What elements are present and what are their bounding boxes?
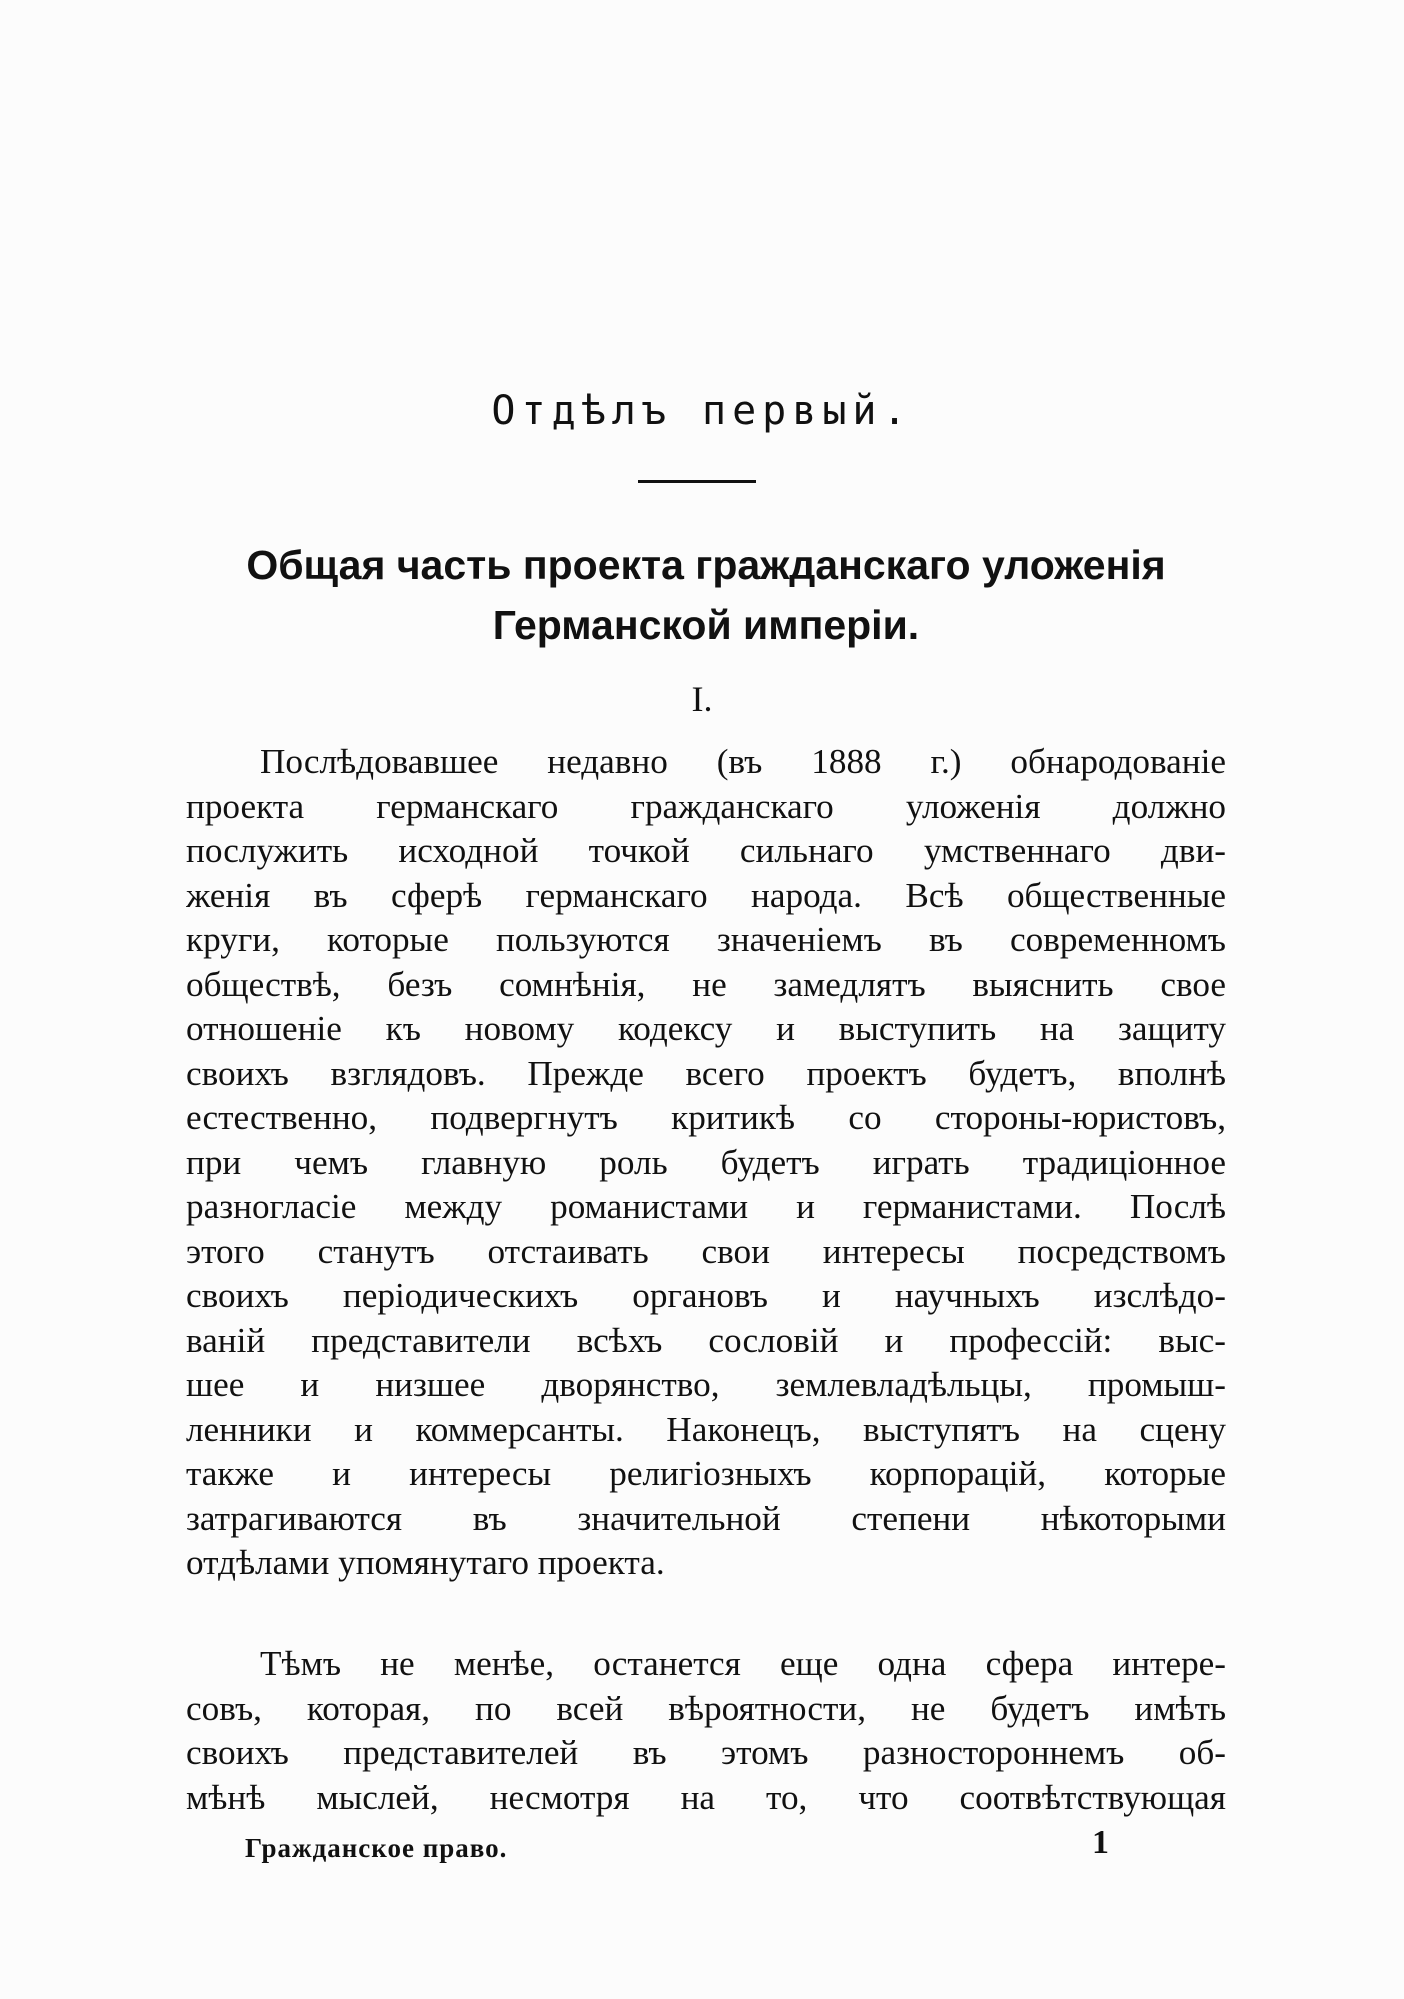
text-line: своихъ представителей въ этомъ разностороннемъ об-	[186, 1733, 1226, 1772]
text-line: при чемъ главную роль будетъ играть традиціонное	[186, 1142, 1226, 1182]
footer-signature: Гражданское право.	[245, 1833, 508, 1863]
text-line: своихъ взглядовъ. Прежде всего проектъ будетъ, вполнѣ	[186, 1053, 1226, 1093]
title-rule	[638, 480, 756, 483]
text-line: ваній представители всѣхъ сословій и профессій: выс-	[186, 1320, 1226, 1360]
section-numeral: I.	[691, 679, 713, 719]
text-line: отношеніе къ новому кодексу и выступить на защиту	[186, 1009, 1226, 1048]
text-line: затрагиваются въ значительной степени нѣкоторыми	[186, 1498, 1226, 1538]
text-line: ленники и коммерсанты. Наконецъ, выступятъ на сцену	[186, 1409, 1226, 1449]
text-line: обществѣ, безъ сомнѣнія, не замедлятъ выяснить свое	[186, 964, 1226, 1004]
text-line: этого станутъ отстаивать свои интересы посредствомъ	[186, 1231, 1226, 1271]
text-line: проекта германскаго гражданскаго уложенія должно	[186, 786, 1226, 826]
text-line: также и интересы религіозныхъ корпорацій, которые	[186, 1454, 1226, 1493]
page-number: 1	[1092, 1824, 1109, 1861]
paragraph-1	[186, 740, 1226, 1586]
text-line: мѣнѣ мыслей, несмотря на то, что соотвѣтствующая	[186, 1777, 1226, 1817]
text-line: женія въ сферѣ германскаго народа. Всѣ общественные	[186, 875, 1226, 915]
text-line: Тѣмъ не менѣе, останется еще одна сфера интере-	[260, 1644, 1226, 1683]
text-line: послужить исходной точкой сильнаго умственнаго дви-	[186, 831, 1226, 870]
text-line: Послѣдовавшее недавно (въ 1888 г.) обнародованіе	[260, 742, 1226, 781]
chapter-heading	[186, 535, 1226, 655]
text-line: шее и низшее дворянство, землевладѣльцы, промыш-	[186, 1365, 1226, 1404]
section-title: Отдѣлъ первый.	[491, 388, 913, 434]
text-line: совъ, которая, по всей вѣроятности, не будетъ имѣть	[186, 1688, 1226, 1728]
text-line: круги, которые пользуются значеніемъ въ современномъ	[186, 920, 1226, 959]
text-line: своихъ періодическихъ органовъ и научныхъ изслѣдо-	[186, 1276, 1226, 1315]
heading-line: Германской имперіи.	[492, 602, 920, 648]
paragraph-2	[186, 1642, 1226, 1820]
text-line: разногласіе между романистами и германистами. Послѣ	[186, 1187, 1226, 1226]
text-line: естественно, подвергнутъ критикѣ со стороны-юристовъ,	[186, 1098, 1226, 1137]
text-line: отдѣлами упомянутаго проекта.	[186, 1543, 665, 1582]
heading-line: Общая часть проекта гражданскаго уложенія	[246, 542, 1166, 588]
